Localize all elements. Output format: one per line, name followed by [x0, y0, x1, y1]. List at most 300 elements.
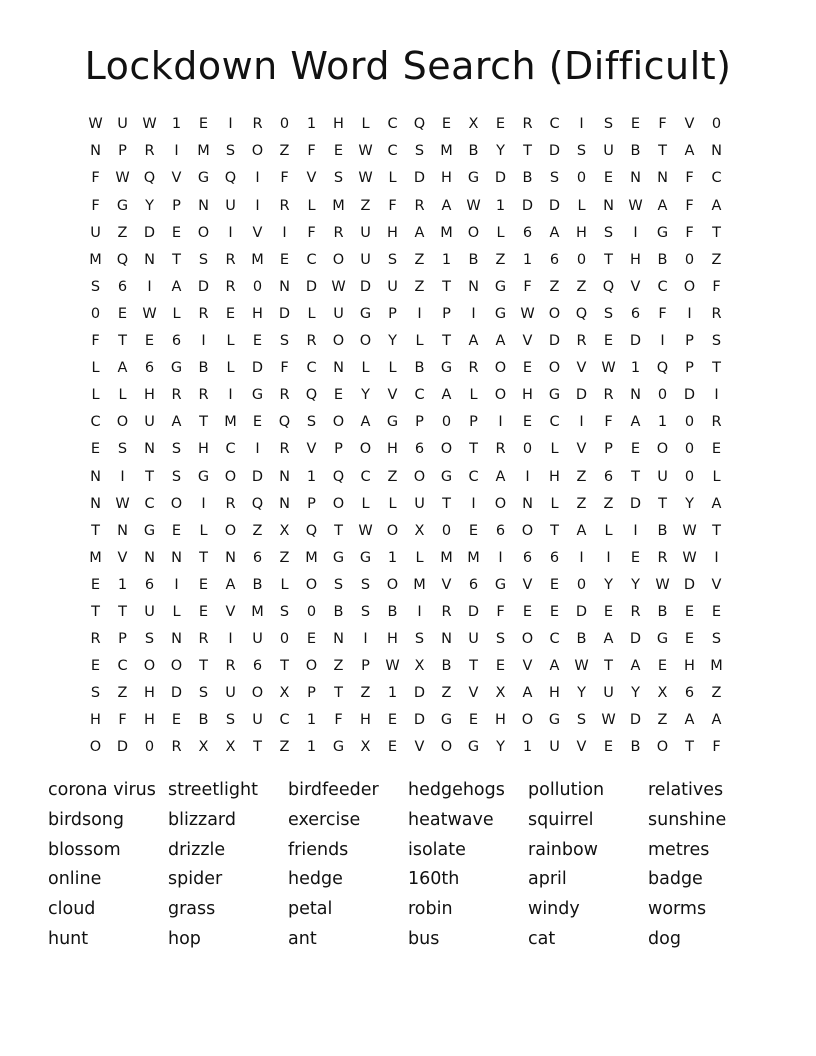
grid-letter: E — [657, 658, 668, 675]
grid-letter: C — [414, 387, 425, 404]
grid-letter: E — [198, 116, 209, 133]
grid-letter: T — [199, 549, 208, 566]
grid-letter: S — [360, 576, 371, 593]
grid-letter: 1 — [306, 468, 317, 485]
grid-letter: L — [172, 305, 181, 322]
grid-letter: Z — [576, 495, 587, 512]
grid-letter: O — [251, 143, 264, 160]
grid-letter: Y — [496, 739, 505, 756]
grid-letter: E — [171, 522, 182, 539]
grid-letter: D — [197, 278, 210, 295]
grid-letter: O — [224, 522, 237, 539]
grid-letter: X — [360, 739, 371, 756]
grid-letter: 1 — [306, 739, 317, 756]
grid-letter: D — [575, 387, 588, 404]
grid-letter: L — [577, 197, 586, 214]
grid-letter: U — [144, 414, 155, 431]
grid-letter: W — [358, 143, 373, 160]
grid-letter: V — [171, 170, 182, 187]
grid-letter: B — [333, 603, 344, 620]
grid-letter: L — [550, 495, 559, 512]
grid-letter: W — [601, 360, 616, 377]
grid-letter: T — [199, 414, 208, 431]
grid-letter: I — [714, 387, 719, 404]
grid-letter: M — [251, 603, 264, 620]
grid-letter: P — [334, 441, 343, 458]
grid-letter: 0 — [576, 251, 587, 268]
grid-letter: N — [90, 468, 101, 485]
grid-letter: A — [657, 197, 668, 214]
grid-letter: C — [387, 116, 398, 133]
grid-letter: O — [197, 224, 210, 241]
grid-letter: N — [630, 387, 641, 404]
grid-letter: V — [306, 441, 317, 458]
grid-letter: D — [683, 387, 696, 404]
grid-letter: H — [387, 631, 398, 648]
grid-letter: N — [117, 522, 128, 539]
grid-letter: 6 — [144, 576, 155, 593]
grid-letter: Y — [577, 685, 586, 702]
word-list-item: birdfeeder — [288, 780, 379, 800]
grid-letter: 6 — [252, 549, 263, 566]
grid-letter: M — [89, 251, 102, 268]
grid-letter: R — [603, 387, 614, 404]
grid-letter: O — [170, 495, 183, 512]
letter-grid — [82, 111, 730, 761]
grid-letter: H — [198, 441, 209, 458]
grid-letter: V — [522, 333, 533, 350]
grid-letter: Z — [360, 197, 371, 214]
grid-letter: X — [657, 685, 668, 702]
grid-letter: O — [224, 468, 237, 485]
grid-letter: P — [415, 414, 424, 431]
grid-letter: N — [171, 549, 182, 566]
grid-letter: M — [251, 251, 264, 268]
word-list-item: blizzard — [168, 809, 236, 830]
grid-letter: O — [494, 495, 507, 512]
grid-letter: U — [252, 712, 263, 729]
grid-letter: O — [548, 360, 561, 377]
grid-letter: H — [144, 712, 155, 729]
grid-letter: E — [90, 658, 101, 675]
grid-letter: 1 — [171, 116, 182, 133]
grid-letter: 0 — [711, 116, 722, 133]
grid-letter: I — [660, 333, 665, 350]
grid-letter: A — [441, 197, 452, 214]
grid-letter: G — [332, 739, 345, 756]
grid-letter: I — [471, 305, 476, 322]
word-list-item: friends — [288, 839, 349, 860]
grid-letter: E — [90, 576, 101, 593]
grid-letter: Y — [631, 685, 640, 702]
grid-letter: P — [118, 143, 127, 160]
word-list-item: corona virus — [48, 780, 156, 800]
grid-letter: L — [712, 468, 721, 485]
grid-letter: B — [522, 170, 533, 187]
grid-letter: D — [548, 143, 561, 160]
grid-letter: 6 — [549, 251, 560, 268]
grid-letter: F — [334, 712, 343, 729]
grid-letter: R — [522, 116, 533, 133]
grid-letter: G — [656, 631, 669, 648]
grid-letter: L — [172, 603, 181, 620]
grid-letter: D — [251, 360, 264, 377]
grid-letter: B — [657, 251, 668, 268]
grid-letter: T — [334, 685, 343, 702]
grid-letter: 1 — [387, 549, 398, 566]
grid-letter: W — [574, 658, 589, 675]
grid-letter: W — [520, 305, 535, 322]
grid-letter: 1 — [306, 712, 317, 729]
grid-letter: I — [174, 576, 179, 593]
grid-letter: 1 — [441, 251, 452, 268]
grid-letter: T — [91, 603, 100, 620]
grid-letter: E — [90, 441, 101, 458]
grid-letter: O — [521, 522, 534, 539]
grid-letter: F — [712, 278, 721, 295]
grid-letter: 0 — [279, 631, 290, 648]
grid-letter: T — [712, 522, 721, 539]
grid-letter: S — [117, 441, 128, 458]
grid-letter: E — [603, 603, 614, 620]
grid-letter: V — [522, 658, 533, 675]
grid-letter: H — [144, 685, 155, 702]
grid-letter: 6 — [684, 685, 695, 702]
grid-letter: Z — [603, 495, 614, 512]
grid-letter: R — [171, 387, 182, 404]
grid-letter: P — [307, 685, 316, 702]
grid-letter: I — [417, 603, 422, 620]
grid-letter: D — [683, 576, 696, 593]
grid-letter: B — [198, 360, 209, 377]
grid-letter: I — [147, 278, 152, 295]
grid-letter: I — [579, 116, 584, 133]
grid-letter: X — [279, 685, 290, 702]
grid-letter: D — [629, 712, 642, 729]
grid-letter: Q — [143, 170, 156, 187]
grid-letter: B — [441, 658, 452, 675]
grid-letter: V — [225, 603, 236, 620]
grid-letter: H — [333, 116, 344, 133]
grid-letter: I — [606, 549, 611, 566]
grid-letter: L — [91, 387, 100, 404]
grid-letter: O — [494, 360, 507, 377]
grid-letter: M — [710, 658, 723, 675]
word-list-item: spider — [168, 869, 223, 890]
grid-letter: W — [682, 549, 697, 566]
grid-letter: A — [414, 224, 425, 241]
grid-letter: C — [306, 251, 317, 268]
grid-letter: T — [469, 441, 478, 458]
grid-letter: R — [171, 739, 182, 756]
word-list-item: drizzle — [168, 839, 226, 860]
grid-letter: T — [469, 658, 478, 675]
grid-letter: 6 — [495, 522, 506, 539]
grid-letter: O — [332, 495, 345, 512]
grid-letter: P — [118, 631, 127, 648]
grid-letter: M — [332, 197, 345, 214]
grid-letter: Z — [279, 739, 290, 756]
grid-letter: R — [468, 360, 479, 377]
grid-letter: C — [549, 631, 560, 648]
grid-letter: L — [307, 305, 316, 322]
grid-letter: A — [630, 414, 641, 431]
grid-letter: 1 — [630, 360, 641, 377]
grid-letter: U — [225, 685, 236, 702]
grid-letter: E — [279, 251, 290, 268]
grid-letter: O — [332, 414, 345, 431]
grid-letter: F — [280, 360, 289, 377]
grid-letter: N — [144, 549, 155, 566]
grid-letter: Z — [279, 549, 290, 566]
grid-letter: B — [387, 603, 398, 620]
grid-letter: G — [170, 360, 183, 377]
grid-letter: 0 — [144, 739, 155, 756]
grid-letter: C — [306, 360, 317, 377]
grid-letter: O — [440, 441, 453, 458]
grid-letter: U — [333, 305, 344, 322]
grid-letter: T — [658, 495, 667, 512]
grid-letter: S — [549, 170, 560, 187]
word-list-item: hedge — [288, 869, 343, 890]
word-list-item: grass — [168, 899, 216, 920]
grid-letter: I — [201, 333, 206, 350]
grid-letter: B — [252, 576, 263, 593]
word-list-item: blossom — [48, 839, 121, 860]
grid-letter: C — [549, 116, 560, 133]
grid-letter: V — [387, 387, 398, 404]
grid-letter: S — [171, 441, 182, 458]
grid-letter: Y — [145, 197, 154, 214]
grid-letter: O — [440, 739, 453, 756]
grid-letter: W — [142, 305, 157, 322]
grid-letter: L — [550, 441, 559, 458]
grid-letter: T — [604, 251, 613, 268]
grid-letter: E — [603, 739, 614, 756]
grid-letter: 6 — [414, 441, 425, 458]
grid-letter: 0 — [306, 603, 317, 620]
word-list-item: cat — [528, 928, 556, 949]
grid-letter: F — [91, 170, 100, 187]
grid-letter: E — [333, 143, 344, 160]
grid-letter: R — [279, 441, 290, 458]
grid-letter: G — [467, 739, 480, 756]
grid-letter: S — [360, 603, 371, 620]
word-list-item: birdsong — [48, 809, 124, 830]
grid-letter: V — [576, 360, 587, 377]
grid-letter: 0 — [684, 251, 695, 268]
grid-letter: F — [685, 170, 694, 187]
grid-letter: R — [306, 333, 317, 350]
grid-letter: 6 — [630, 305, 641, 322]
grid-letter: S — [333, 576, 344, 593]
grid-letter: G — [656, 224, 669, 241]
grid-letter: U — [603, 143, 614, 160]
grid-letter: D — [116, 739, 129, 756]
grid-letter: U — [90, 224, 101, 241]
grid-letter: Q — [332, 468, 345, 485]
grid-letter: S — [225, 712, 236, 729]
grid-letter: B — [630, 739, 641, 756]
grid-letter: I — [174, 143, 179, 160]
grid-letter: E — [468, 522, 479, 539]
grid-letter: G — [251, 387, 264, 404]
grid-letter: U — [144, 603, 155, 620]
grid-letter: A — [711, 495, 722, 512]
grid-letter: F — [604, 414, 613, 431]
grid-letter: D — [413, 712, 426, 729]
grid-letter: T — [253, 739, 262, 756]
grid-letter: I — [579, 549, 584, 566]
grid-letter: B — [414, 360, 425, 377]
grid-letter: 1 — [522, 251, 533, 268]
grid-letter: U — [387, 278, 398, 295]
grid-letter: B — [630, 143, 641, 160]
grid-letter: N — [279, 278, 290, 295]
word-list-item: petal — [288, 899, 333, 920]
grid-letter: C — [387, 143, 398, 160]
grid-letter: L — [307, 197, 316, 214]
grid-letter: R — [225, 278, 236, 295]
grid-letter: N — [279, 495, 290, 512]
grid-letter: C — [279, 712, 290, 729]
grid-letter: 0 — [279, 116, 290, 133]
grid-letter: H — [576, 224, 587, 241]
grid-letter: N — [603, 197, 614, 214]
grid-letter: E — [603, 333, 614, 350]
grid-letter: N — [441, 631, 452, 648]
grid-letter: R — [225, 495, 236, 512]
grid-letter: F — [685, 197, 694, 214]
grid-letter: O — [467, 224, 480, 241]
grid-letter: D — [629, 631, 642, 648]
grid-letter: O — [359, 441, 372, 458]
grid-letter: U — [360, 251, 371, 268]
grid-letter: 0 — [576, 576, 587, 593]
grid-letter: R — [630, 603, 641, 620]
grid-letter: D — [548, 197, 561, 214]
grid-letter: D — [494, 170, 507, 187]
grid-letter: E — [171, 712, 182, 729]
grid-letter: N — [144, 441, 155, 458]
grid-letter: L — [280, 576, 289, 593]
grid-letter: O — [683, 278, 696, 295]
grid-letter: Q — [413, 116, 426, 133]
word-list-item: april — [528, 869, 567, 890]
grid-letter: F — [280, 170, 289, 187]
grid-letter: O — [170, 658, 183, 675]
word-list-item: streetlight — [168, 780, 258, 800]
grid-letter: V — [576, 739, 587, 756]
grid-letter: I — [228, 631, 233, 648]
grid-letter: C — [117, 658, 128, 675]
grid-letter: O — [251, 685, 264, 702]
grid-letter: I — [120, 468, 125, 485]
grid-letter: E — [144, 333, 155, 350]
grid-letter: A — [225, 576, 236, 593]
grid-letter: W — [88, 116, 103, 133]
grid-letter: E — [225, 305, 236, 322]
grid-letter: W — [358, 522, 373, 539]
grid-letter: O — [359, 333, 372, 350]
grid-letter: T — [523, 143, 532, 160]
grid-letter: F — [496, 603, 505, 620]
grid-letter: T — [442, 495, 451, 512]
word-list-item: metres — [648, 839, 710, 860]
grid-letter: S — [603, 224, 614, 241]
word-list-item: isolate — [408, 839, 466, 860]
grid-letter: N — [333, 360, 344, 377]
grid-letter: 0 — [252, 278, 263, 295]
grid-letter: S — [171, 468, 182, 485]
grid-letter: N — [279, 468, 290, 485]
grid-letter: L — [118, 387, 127, 404]
grid-letter: S — [603, 116, 614, 133]
grid-letter: R — [711, 414, 722, 431]
grid-letter: N — [468, 278, 479, 295]
grid-letter: E — [630, 549, 641, 566]
grid-letter: U — [360, 224, 371, 241]
grid-letter: U — [252, 631, 263, 648]
grid-letter: E — [117, 305, 128, 322]
grid-letter: N — [333, 631, 344, 648]
grid-letter: Y — [685, 495, 694, 512]
grid-letter: X — [468, 116, 479, 133]
grid-letter: P — [172, 197, 181, 214]
word-list-item: hop — [168, 928, 201, 949]
grid-letter: P — [604, 441, 613, 458]
grid-letter: Q — [305, 522, 318, 539]
grid-letter: C — [144, 495, 155, 512]
grid-letter: 0 — [684, 468, 695, 485]
grid-letter: Z — [117, 685, 128, 702]
grid-letter: H — [387, 441, 398, 458]
grid-letter: V — [414, 739, 425, 756]
grid-letter: W — [331, 278, 346, 295]
grid-letter: B — [468, 143, 479, 160]
word-list-item: pollution — [528, 780, 605, 800]
grid-letter: C — [225, 441, 236, 458]
grid-letter: E — [522, 603, 533, 620]
grid-letter: R — [198, 387, 209, 404]
grid-letter: H — [522, 387, 533, 404]
grid-letter: E — [549, 576, 560, 593]
word-list-item: heatwave — [408, 809, 494, 830]
grid-letter: 6 — [117, 278, 128, 295]
grid-letter: H — [630, 251, 641, 268]
grid-letter: N — [522, 495, 533, 512]
grid-letter: Z — [279, 143, 290, 160]
grid-letter: E — [441, 116, 452, 133]
grid-letter: R — [144, 143, 155, 160]
grid-letter: O — [116, 414, 129, 431]
grid-letter: E — [198, 576, 209, 593]
grid-letter: G — [386, 414, 399, 431]
grid-letter: T — [118, 603, 127, 620]
word-list-item: exercise — [288, 809, 361, 830]
grid-letter: Z — [711, 685, 722, 702]
grid-letter: A — [549, 658, 560, 675]
grid-letter: I — [498, 414, 503, 431]
grid-letter: Z — [711, 251, 722, 268]
grid-letter: E — [306, 631, 317, 648]
grid-letter: N — [657, 170, 668, 187]
grid-letter: 0 — [441, 522, 452, 539]
grid-letter: U — [225, 197, 236, 214]
grid-letter: A — [171, 278, 182, 295]
grid-letter: D — [467, 603, 480, 620]
grid-letter: W — [466, 197, 481, 214]
